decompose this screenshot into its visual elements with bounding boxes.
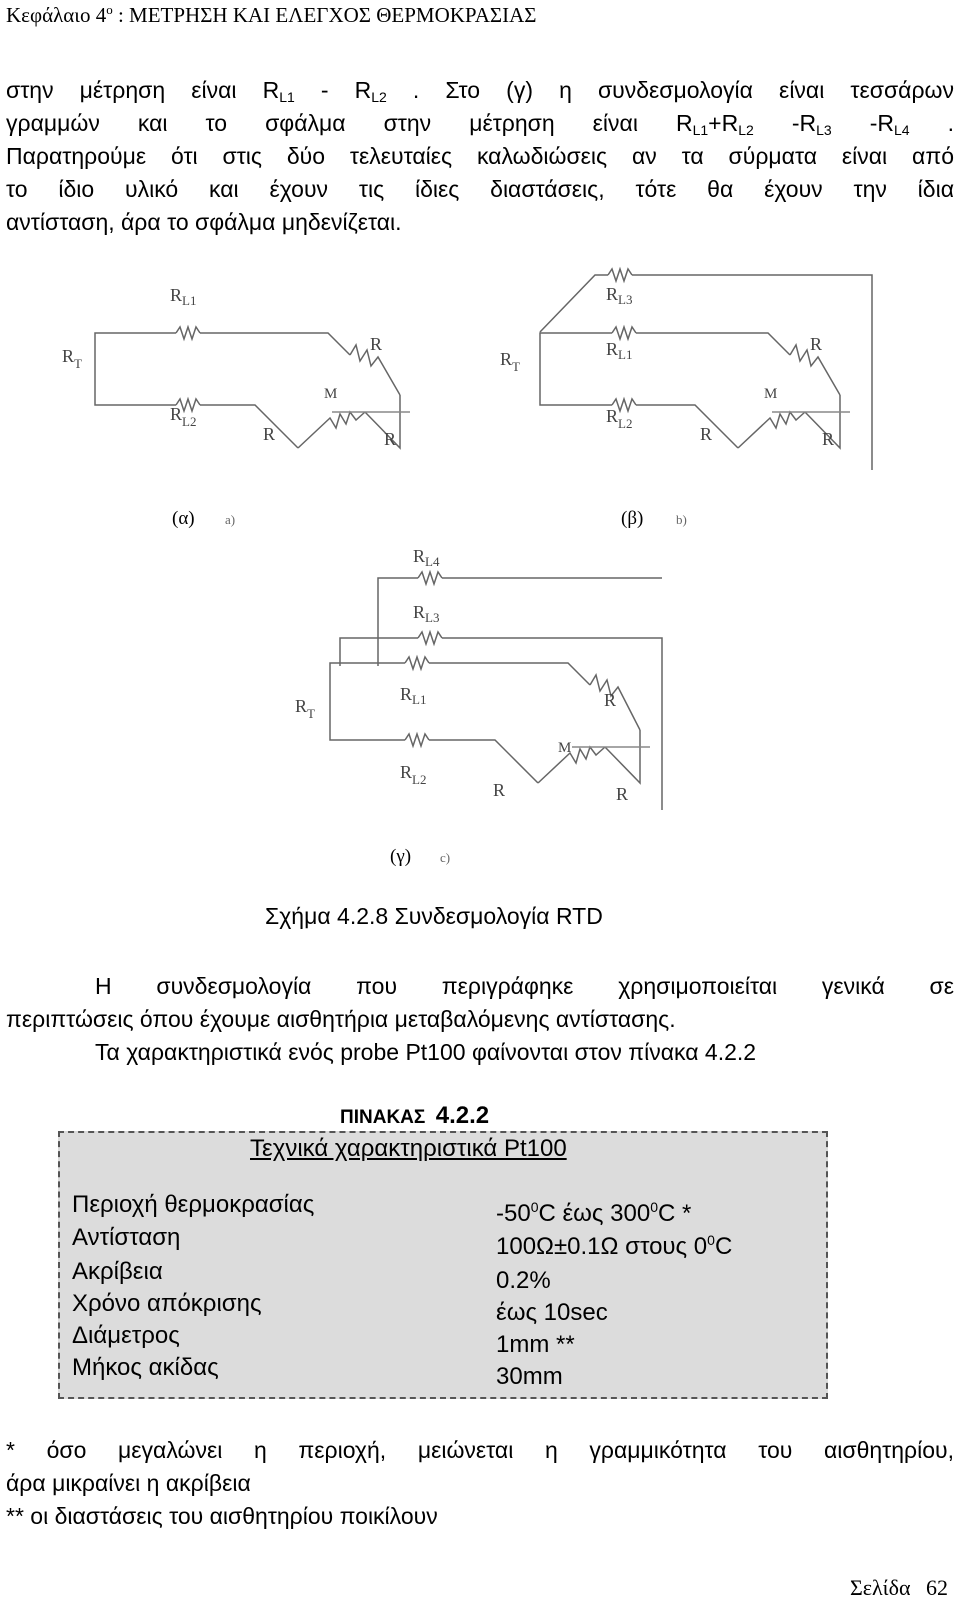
note-1-line-1: * όσο μεγαλώνει η περιοχή, μειώνεται η γραμμικότητα του αισθητηρίου, xyxy=(6,1437,954,1463)
table-row-value: $-50^0C$ έως $300^0C$ * xyxy=(496,1199,692,1227)
page-label: Σελίδα xyxy=(849,1575,911,1600)
label-rl3-c: $R_{L3}$ xyxy=(413,602,440,625)
label-r-a3: R xyxy=(384,429,397,449)
body-line-1: Η συνδεσμολογία που περιγράφηκε χρησιμοποιείται γενικά σε xyxy=(95,973,954,999)
label-rt-b: $R_T$ xyxy=(500,349,520,374)
label-rl1-c: $R_{L1}$ xyxy=(400,684,427,707)
body-line-3: Τα χαρακτηριστικά ενός probe Pt100 φαίνονται στον πίνακα 4.2.2 xyxy=(95,1039,757,1065)
label-meter-c: M xyxy=(558,740,572,756)
page-number: 62 xyxy=(926,1575,948,1600)
label-r-b2: R xyxy=(700,424,713,444)
table-row-value: 1mm ** xyxy=(496,1331,575,1358)
label-r-c1: R xyxy=(604,690,617,710)
table-heading xyxy=(340,1102,489,1130)
caption-b-latin: b) xyxy=(676,512,687,527)
label-meter-b: M xyxy=(764,386,778,402)
label-rl1-a: $R_{L1}$ xyxy=(170,285,197,308)
table-row-key: Περιοχή θερμοκρασίας xyxy=(72,1191,315,1218)
label-r-b1: R xyxy=(810,334,823,354)
table-row-key: Αντίσταση xyxy=(72,1224,181,1251)
intro-line-3: Παρατηρούμε ότι στις δύο τελευταίες καλωδιώσεις αν τα σύρματα είναι από xyxy=(6,143,954,169)
intro-line-4: το ίδιο υλικό και έχουν τις ίδιες διαστάσεις, τότε θα έχουν την ίδια xyxy=(6,176,954,202)
table-title: Τεχνικά χαρακτηριστικά Pt100 xyxy=(250,1135,567,1162)
table-row-key: Ακρίβεια xyxy=(72,1258,163,1285)
table-label: ΠΙΝΑΚΑΣ xyxy=(340,1107,426,1128)
figure-caption: Σχήμα 4.2.8 Συνδεσμολογία RTD xyxy=(265,903,603,929)
caption-b-greek: (β) xyxy=(621,508,644,529)
intro-line-5: αντίσταση, άρα το σφάλμα μηδενίζεται. xyxy=(6,209,402,235)
caption-a-greek: (α) xyxy=(172,508,195,529)
table-row-key: Μήκος ακίδας xyxy=(72,1354,219,1381)
caption-c-greek: (γ) xyxy=(390,846,412,867)
table-row-value: έως 10sec xyxy=(496,1299,608,1326)
chapter-sup: ο xyxy=(106,2,113,17)
table-row-key: Διάμετρος xyxy=(72,1322,180,1349)
note-2: ** οι διαστάσεις του αισθητηρίου ποικίλουν xyxy=(6,1503,438,1529)
label-r-c3: R xyxy=(616,784,629,804)
label-r-a2: R xyxy=(263,424,276,444)
intro-line-1: στην μέτρηση είναι $R_{L1} - R_{L2}$ . Στο (γ) η συνδεσμολογία είναι τεσσάρων xyxy=(6,77,954,105)
table-number: 4.2.2 xyxy=(435,1102,490,1129)
caption-a-latin: a) xyxy=(225,512,236,527)
caption-c-latin: c) xyxy=(440,850,451,865)
label-r-b3: R xyxy=(822,429,835,449)
label-rl3-b: $R_{L3}$ xyxy=(606,284,633,307)
table-row-value: 30mm xyxy=(496,1363,563,1390)
label-rl4-c: $R_{L4}$ xyxy=(413,546,440,569)
table-row-value: 100Ω±0.1Ω στους $0^0C$ xyxy=(496,1232,733,1260)
intro-line-2: γραμμών και το σφάλμα στην μέτρηση είναι $R_{L1}+R_{L2}$ $-R_{L3}$ $-R_{L4}$ . xyxy=(6,110,954,138)
label-rl2-b: $R_{L2}$ xyxy=(606,406,633,431)
label-rl1-b: $R_{L1}$ xyxy=(606,339,633,362)
label-rt-a: $R_T$ xyxy=(62,346,82,371)
chapter-prefix: Κεφάλαιο 4 xyxy=(6,3,107,27)
table-row-value: 0.2% xyxy=(496,1267,551,1294)
label-rl2-c: $R_{L2}$ xyxy=(400,762,427,787)
label-r-c2: R xyxy=(493,780,506,800)
page-footer xyxy=(850,1575,948,1601)
label-meter-a: M xyxy=(324,386,338,402)
rtd-wiring-figure xyxy=(0,255,960,880)
body-line-2: περιπτώσεις όπου έχουμε αισθητήρια μεταβαλόμενης αντίστασης. xyxy=(6,1006,676,1032)
chapter-title: : ΜΕΤΡΗΣΗ ΚΑΙ ΕΛΕΓΧΟΣ ΘΕΡΜΟΚΡΑΣΙΑΣ xyxy=(112,3,537,27)
table-row-key: Χρόνο απόκρισης xyxy=(72,1290,262,1317)
label-r-a1: R xyxy=(370,334,383,354)
chapter-header xyxy=(6,2,536,28)
label-rl2-a: $R_{L2}$ xyxy=(170,404,197,429)
diagram-a xyxy=(95,327,410,448)
label-rt-c: $R_T$ xyxy=(295,696,315,721)
note-1-line-2: άρα μικραίνει η ακρίβεια xyxy=(6,1470,251,1496)
